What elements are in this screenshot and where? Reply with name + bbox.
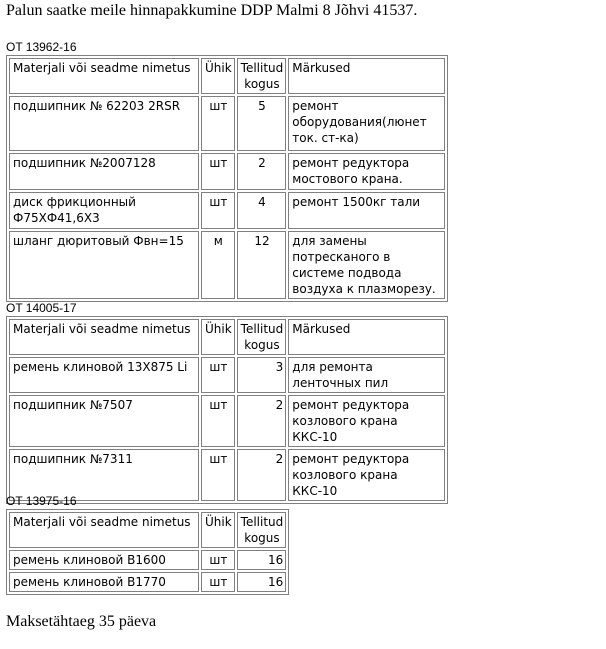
header-unit: Ühik — [201, 58, 235, 94]
item-unit: шт — [201, 572, 235, 592]
table-header-row — [9, 319, 445, 355]
item-qty: 4 — [237, 192, 287, 229]
item-name: ремень клиновой 13Х875 Li — [9, 357, 199, 393]
table-row — [9, 153, 445, 190]
item-qty: 5 — [237, 96, 287, 151]
header-remarks: Märkused — [288, 58, 445, 94]
header-unit: Ühik — [201, 512, 235, 548]
table-header-row — [9, 58, 445, 94]
item-qty: 2 — [237, 449, 287, 501]
item-qty: 16 — [237, 572, 287, 592]
payment-terms: Maksetähtaeg 35 päeva — [6, 613, 157, 630]
table-row — [9, 231, 445, 299]
item-unit: шт — [201, 449, 235, 501]
table-row — [9, 550, 286, 570]
table-row — [9, 395, 445, 447]
order-table — [6, 509, 289, 595]
item-qty: 2 — [237, 153, 287, 190]
intro-text: Palun saatke meile hinnapakkumine DDP Malmi 8 Jõhvi 41537. — [6, 2, 418, 19]
item-remarks: ремонт редуктора козлового крана ККС-10 — [288, 395, 445, 447]
item-remarks: для замены потресканого в системе подвода воздуха к плазморезу. — [288, 231, 445, 299]
header-qty: Tellitud kogus — [237, 319, 287, 355]
item-unit: шт — [201, 395, 235, 447]
item-name: ремень клиновой В1770 — [9, 572, 199, 592]
item-unit: шт — [201, 153, 235, 190]
header-remarks: Märkused — [288, 319, 445, 355]
header-qty: Tellitud kogus — [237, 512, 287, 548]
header-name: Materjali või seadme nimetus — [9, 512, 199, 548]
item-unit: шт — [201, 357, 235, 393]
item-name: подшипник № 62203 2RSR — [9, 96, 199, 151]
order-table — [6, 55, 448, 302]
item-name: подшипник №2007128 — [9, 153, 199, 190]
table-row — [9, 357, 445, 393]
item-qty: 12 — [237, 231, 287, 299]
order-label: OT 13962-16 — [6, 40, 77, 54]
item-remarks: ремонт 1500кг тали — [288, 192, 445, 229]
header-qty: Tellitud kogus — [237, 58, 287, 94]
item-unit: шт — [201, 192, 235, 229]
item-remarks: ремонт редуктора мостового крана. — [288, 153, 445, 190]
table-header-row — [9, 512, 286, 548]
item-qty: 16 — [237, 550, 287, 570]
item-remarks: ремонт оборудования(люнет ток. ст-ка) — [288, 96, 445, 151]
table-row — [9, 192, 445, 229]
table-row — [9, 96, 445, 151]
header-unit: Ühik — [201, 319, 235, 355]
item-remarks: ремонт редуктора козлового крана ККС-10 — [288, 449, 445, 501]
item-name: подшипник №7507 — [9, 395, 199, 447]
item-unit: шт — [201, 96, 235, 151]
header-name: Materjali või seadme nimetus — [9, 319, 199, 355]
item-unit: шт — [201, 550, 235, 570]
item-name: подшипник №7311 — [9, 449, 199, 501]
item-unit: м — [201, 231, 235, 299]
table-row — [9, 572, 286, 592]
item-name: ремень клиновой В1600 — [9, 550, 199, 570]
item-qty: 2 — [237, 395, 287, 447]
item-qty: 3 — [237, 357, 287, 393]
header-name: Materjali või seadme nimetus — [9, 58, 199, 94]
order-label: OT 14005-17 — [6, 301, 77, 315]
order-table — [6, 316, 448, 504]
order-label: OT 13975-16 — [6, 494, 77, 508]
item-name: шланг дюритовый Фвн=15 — [9, 231, 199, 299]
item-name: диск фрикционный Ф75ХФ41,6Х3 — [9, 192, 199, 229]
item-remarks: для ремонта ленточных пил — [288, 357, 445, 393]
